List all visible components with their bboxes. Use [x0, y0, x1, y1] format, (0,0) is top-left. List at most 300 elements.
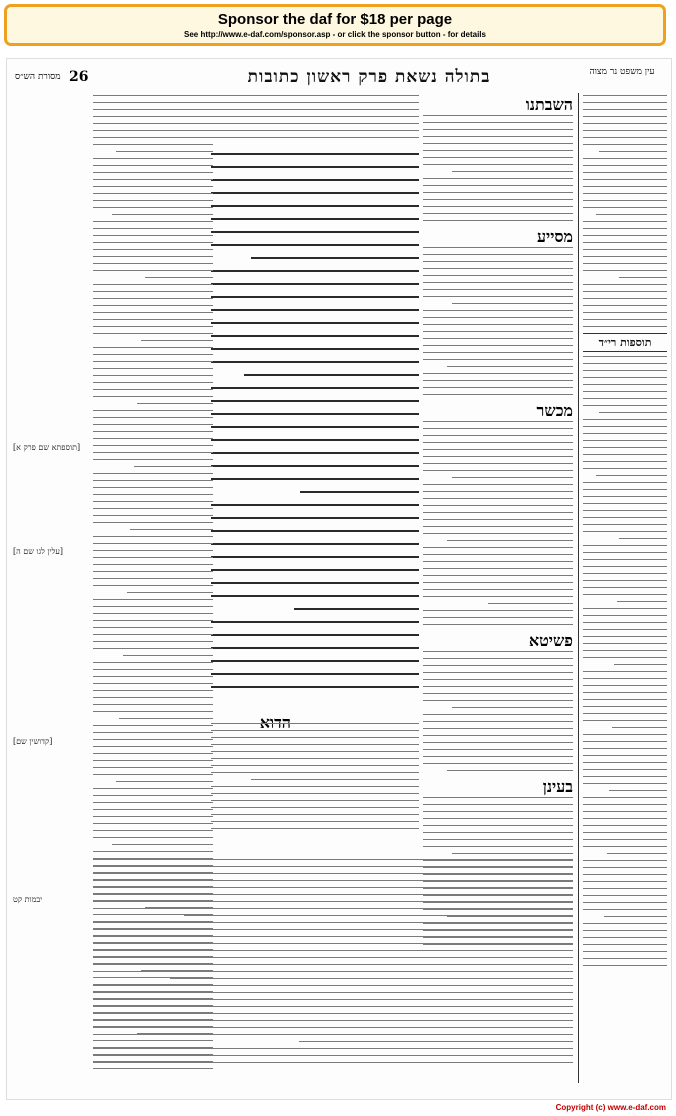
- text-line: [93, 957, 573, 958]
- text-line: [93, 1020, 573, 1021]
- text-line: [123, 655, 213, 656]
- text-line: [423, 268, 573, 269]
- text-line: [423, 394, 573, 395]
- text-line: [423, 519, 573, 520]
- text-line: [583, 657, 667, 658]
- text-line: [423, 380, 573, 381]
- text-line: [423, 568, 573, 569]
- text-line: [184, 915, 573, 916]
- text-line: [583, 762, 667, 763]
- sponsor-banner-subtitle[interactable]: See http://www.e-daf.com/sponsor.asp - or click the sponsor button - for details: [184, 30, 486, 39]
- column-divider: [578, 93, 579, 1083]
- rashi-text-block: [423, 651, 573, 771]
- margin-reference: יבמות קט: [13, 895, 43, 904]
- text-line: [423, 721, 573, 722]
- page-header: [7, 67, 671, 89]
- text-line: [423, 129, 573, 130]
- text-line: [452, 707, 574, 708]
- text-line: [423, 596, 573, 597]
- text-line: [583, 454, 667, 455]
- text-line: [93, 901, 573, 902]
- text-line: [423, 470, 573, 471]
- text-line: [299, 1041, 573, 1042]
- text-line: [583, 699, 667, 700]
- text-line: [170, 978, 573, 979]
- text-line: [583, 685, 667, 686]
- text-line: [211, 218, 419, 220]
- text-line: [93, 753, 213, 754]
- text-line: [423, 818, 573, 819]
- text-line: [423, 700, 573, 701]
- text-line: [423, 679, 573, 680]
- text-line: [583, 312, 667, 313]
- sponsor-banner[interactable]: [4, 4, 666, 46]
- text-line: [583, 95, 667, 96]
- text-line: [583, 734, 667, 735]
- text-line: [116, 151, 213, 152]
- text-line: [583, 545, 667, 546]
- text-line: [423, 435, 573, 436]
- text-line: [211, 296, 419, 298]
- text-line: [93, 515, 213, 516]
- text-line: [423, 331, 573, 332]
- text-line: [211, 595, 419, 597]
- text-line: [93, 648, 213, 649]
- text-line: [423, 575, 573, 576]
- text-line: [583, 937, 667, 938]
- text-line: [93, 543, 213, 544]
- text-line: [294, 608, 419, 610]
- text-line: [583, 291, 667, 292]
- text-line: [93, 873, 573, 874]
- text-line: [583, 165, 667, 166]
- text-line: [423, 143, 573, 144]
- text-line: [93, 564, 213, 565]
- text-line: [583, 902, 667, 903]
- text-line: [211, 800, 419, 801]
- text-line: [93, 123, 213, 124]
- text-line: [93, 158, 213, 159]
- text-line: [583, 256, 667, 257]
- text-line: [211, 244, 419, 246]
- text-line: [93, 130, 213, 131]
- text-line: [93, 837, 213, 838]
- text-line: [93, 459, 213, 460]
- text-line: [423, 275, 573, 276]
- text-line: [211, 426, 419, 428]
- text-line: [211, 758, 419, 759]
- text-line: [583, 405, 667, 406]
- text-line: [583, 137, 667, 138]
- text-line: [583, 860, 667, 861]
- text-line: [423, 192, 573, 193]
- text-line: [211, 309, 419, 311]
- text-line: [93, 228, 213, 229]
- text-line: [423, 338, 573, 339]
- text-line: [93, 809, 213, 810]
- text-line: [93, 866, 573, 867]
- text-line: [93, 389, 213, 390]
- text-line: [93, 774, 213, 775]
- text-line: [93, 992, 573, 993]
- text-line: [211, 723, 419, 724]
- text-line: [93, 943, 573, 944]
- text-line: [423, 672, 573, 673]
- text-line: [93, 319, 213, 320]
- text-line: [93, 683, 213, 684]
- margin-reference: [עלין לגו שם ה]: [13, 547, 63, 556]
- text-line: [423, 150, 573, 151]
- text-line: [93, 606, 213, 607]
- text-line: [112, 844, 213, 845]
- text-line: [211, 153, 419, 155]
- ein-mishpat-heading: עין משפט נר מצוה: [589, 67, 655, 77]
- text-line: [93, 410, 213, 411]
- text-line: [583, 867, 667, 868]
- text-line: [93, 165, 213, 166]
- text-line: [423, 763, 573, 764]
- text-line: [93, 922, 573, 923]
- text-line: [93, 473, 213, 474]
- text-line: [423, 449, 573, 450]
- text-line: [93, 1034, 573, 1035]
- page-number: 26: [69, 69, 89, 85]
- text-line: [93, 354, 213, 355]
- text-line: [583, 228, 667, 229]
- text-line: [211, 387, 419, 389]
- text-line: [423, 686, 573, 687]
- text-line: [93, 200, 213, 201]
- text-line: [211, 335, 419, 337]
- text-line: [423, 136, 573, 137]
- text-line: [116, 781, 213, 782]
- page-title: בתולה נשאת פרק ראשון כתובות: [247, 67, 491, 87]
- text-line: [93, 263, 213, 264]
- text-line: [423, 742, 573, 743]
- rashi-text-block: [423, 421, 573, 625]
- text-line: [452, 171, 574, 172]
- text-line: [423, 310, 573, 311]
- text-line: [93, 690, 213, 691]
- text-line: [93, 396, 213, 397]
- text-line: [93, 725, 213, 726]
- text-line: [583, 116, 667, 117]
- tosafot-rid-heading: תוספות רי״ד: [583, 333, 667, 352]
- masoret-hashas-column: [11, 95, 87, 1085]
- text-line: [93, 1055, 573, 1056]
- text-line: [423, 658, 573, 659]
- text-line: [423, 387, 573, 388]
- text-line: [583, 566, 667, 567]
- text-line: [93, 627, 213, 628]
- text-line: [583, 909, 667, 910]
- text-line: [211, 109, 419, 110]
- text-line: [93, 816, 213, 817]
- text-line: [93, 732, 213, 733]
- text-line: [423, 324, 573, 325]
- margin-reference: [קדושין שם]: [13, 737, 53, 746]
- text-line: [423, 164, 573, 165]
- text-line: [423, 617, 573, 618]
- text-line: [612, 727, 667, 728]
- text-line: [211, 504, 419, 506]
- text-line: [583, 692, 667, 693]
- text-line: [447, 770, 573, 771]
- text-line: [583, 186, 667, 187]
- text-line: [423, 484, 573, 485]
- text-line: [423, 157, 573, 158]
- text-line: [93, 1006, 573, 1007]
- talmud-page: [6, 58, 672, 1100]
- bottom-keyword: הדוא: [259, 713, 291, 732]
- sponsor-banner-title[interactable]: Sponsor the daf for $18 per page: [217, 11, 453, 28]
- ein-mishpat-column: [583, 95, 667, 1085]
- text-line: [244, 374, 419, 376]
- text-line: [130, 529, 213, 530]
- text-line: [583, 356, 667, 357]
- text-line: [93, 859, 573, 860]
- text-line: [423, 456, 573, 457]
- text-line: [583, 468, 667, 469]
- text-line: [93, 536, 213, 537]
- text-line: [423, 756, 573, 757]
- text-line: [127, 592, 213, 593]
- text-line: [211, 137, 419, 138]
- text-line: [93, 137, 213, 138]
- text-line: [583, 496, 667, 497]
- text-line: [211, 465, 419, 467]
- text-line: [211, 737, 419, 738]
- text-line: [423, 624, 573, 625]
- text-line: [211, 413, 419, 415]
- text-line: [211, 116, 419, 117]
- text-line: [583, 839, 667, 840]
- text-line: [423, 561, 573, 562]
- text-line: [93, 487, 213, 488]
- text-line: [93, 641, 213, 642]
- text-line: [583, 235, 667, 236]
- text-line: [423, 665, 573, 666]
- text-line: [583, 923, 667, 924]
- text-line: [211, 192, 419, 194]
- text-line: [251, 779, 419, 780]
- text-line: [452, 853, 574, 854]
- text-line: [211, 807, 419, 808]
- text-line: [583, 741, 667, 742]
- rashi-keyword-2: מסייע: [536, 227, 573, 246]
- text-line: [93, 662, 213, 663]
- text-line: [583, 384, 667, 385]
- text-line: [93, 788, 213, 789]
- text-line: [93, 746, 213, 747]
- text-line: [617, 601, 667, 602]
- text-line: [619, 538, 667, 539]
- copyright-link[interactable]: Copyright (c) www.e-daf.com: [555, 1103, 666, 1112]
- text-line: [211, 283, 419, 285]
- text-line: [93, 382, 213, 383]
- text-line: [583, 755, 667, 756]
- text-line: [93, 298, 213, 299]
- text-line: [211, 673, 419, 675]
- text-line: [583, 123, 667, 124]
- text-line: [93, 368, 213, 369]
- text-line: [93, 1013, 573, 1014]
- text-line: [93, 669, 213, 670]
- text-line: [423, 693, 573, 694]
- text-line: [596, 475, 667, 476]
- text-line: [583, 461, 667, 462]
- text-line: [583, 172, 667, 173]
- text-line: [211, 179, 419, 181]
- text-line: [423, 122, 573, 123]
- text-line: [583, 221, 667, 222]
- text-line: [583, 179, 667, 180]
- text-line: [93, 109, 213, 110]
- text-line: [93, 417, 213, 418]
- text-line: [583, 713, 667, 714]
- text-line: [423, 825, 573, 826]
- text-line: [583, 200, 667, 201]
- text-line: [583, 531, 667, 532]
- text-line: [211, 130, 419, 131]
- text-line: [583, 270, 667, 271]
- text-line: [211, 400, 419, 402]
- text-line: [583, 769, 667, 770]
- commentary-top-block: [211, 95, 419, 149]
- text-line: [211, 821, 419, 822]
- text-line: [93, 880, 573, 881]
- text-line: [583, 958, 667, 959]
- text-line: [583, 305, 667, 306]
- text-line: [583, 587, 667, 588]
- text-line: [112, 214, 213, 215]
- text-line: [211, 556, 419, 558]
- text-line: [583, 263, 667, 264]
- text-line: [93, 95, 213, 96]
- text-line: [93, 613, 213, 614]
- text-line: [211, 348, 419, 350]
- text-line: [93, 312, 213, 313]
- text-line: [93, 186, 213, 187]
- text-line: [93, 431, 213, 432]
- text-line: [423, 220, 573, 221]
- text-line: [583, 573, 667, 574]
- text-line: [119, 718, 213, 719]
- text-line: [583, 629, 667, 630]
- text-line: [423, 463, 573, 464]
- text-line: [583, 284, 667, 285]
- text-line: [211, 634, 419, 636]
- text-line: [211, 772, 419, 773]
- rashi-text-block: [423, 115, 573, 221]
- text-line: [93, 795, 213, 796]
- text-line: [93, 851, 213, 852]
- text-line: [423, 533, 573, 534]
- text-line: [93, 585, 213, 586]
- text-line: [583, 888, 667, 889]
- text-line: [423, 651, 573, 652]
- text-line: [93, 445, 213, 446]
- text-line: [604, 916, 667, 917]
- text-line: [583, 846, 667, 847]
- text-line: [93, 438, 213, 439]
- text-line: [583, 503, 667, 504]
- text-line: [211, 361, 419, 363]
- text-line: [93, 284, 213, 285]
- text-line: [211, 686, 419, 688]
- text-line: [583, 706, 667, 707]
- text-line: [583, 440, 667, 441]
- text-line: [583, 102, 667, 103]
- text-line: [211, 786, 419, 787]
- text-line: [423, 261, 573, 262]
- text-line: [583, 433, 667, 434]
- text-line: [583, 370, 667, 371]
- text-line: [211, 765, 419, 766]
- commentary-footer-block: [93, 859, 573, 1085]
- text-line: [423, 289, 573, 290]
- text-line: [93, 620, 213, 621]
- text-line: [583, 944, 667, 945]
- text-line: [423, 421, 573, 422]
- text-line: [423, 512, 573, 513]
- text-line: [211, 730, 419, 731]
- text-line: [93, 361, 213, 362]
- text-line: [211, 439, 419, 441]
- text-line: [211, 166, 419, 168]
- text-line: [211, 744, 419, 745]
- text-line: [583, 825, 667, 826]
- text-line: [583, 720, 667, 721]
- text-line: [211, 543, 419, 545]
- text-line: [211, 828, 419, 829]
- text-line: [211, 751, 419, 752]
- text-line: [137, 403, 213, 404]
- text-line: [93, 501, 213, 502]
- text-line: [423, 247, 573, 248]
- rashi-keyword-3: מכשר: [536, 401, 573, 420]
- text-line: [93, 971, 573, 972]
- text-line: [583, 930, 667, 931]
- text-line: [583, 580, 667, 581]
- text-line: [93, 480, 213, 481]
- text-line: [93, 305, 213, 306]
- ein-mishpat-text: [583, 95, 667, 327]
- text-line: [93, 235, 213, 236]
- text-line: [211, 95, 419, 96]
- text-line: [211, 102, 419, 103]
- gemara-main-text: [211, 153, 419, 713]
- text-line: [583, 482, 667, 483]
- text-line: [211, 322, 419, 324]
- text-line: [93, 116, 213, 117]
- text-line: [583, 377, 667, 378]
- rashi-keyword-1: השבתנו: [525, 95, 573, 114]
- text-line: [583, 559, 667, 560]
- text-line: [423, 206, 573, 207]
- text-line: [583, 881, 667, 882]
- text-line: [93, 172, 213, 173]
- text-line: [211, 270, 419, 272]
- text-line: [423, 610, 573, 611]
- text-line: [211, 452, 419, 454]
- text-line: [423, 589, 573, 590]
- text-line: [423, 491, 573, 492]
- text-line: [423, 178, 573, 179]
- text-line: [583, 643, 667, 644]
- text-line: [211, 205, 419, 207]
- text-line: [93, 1027, 573, 1028]
